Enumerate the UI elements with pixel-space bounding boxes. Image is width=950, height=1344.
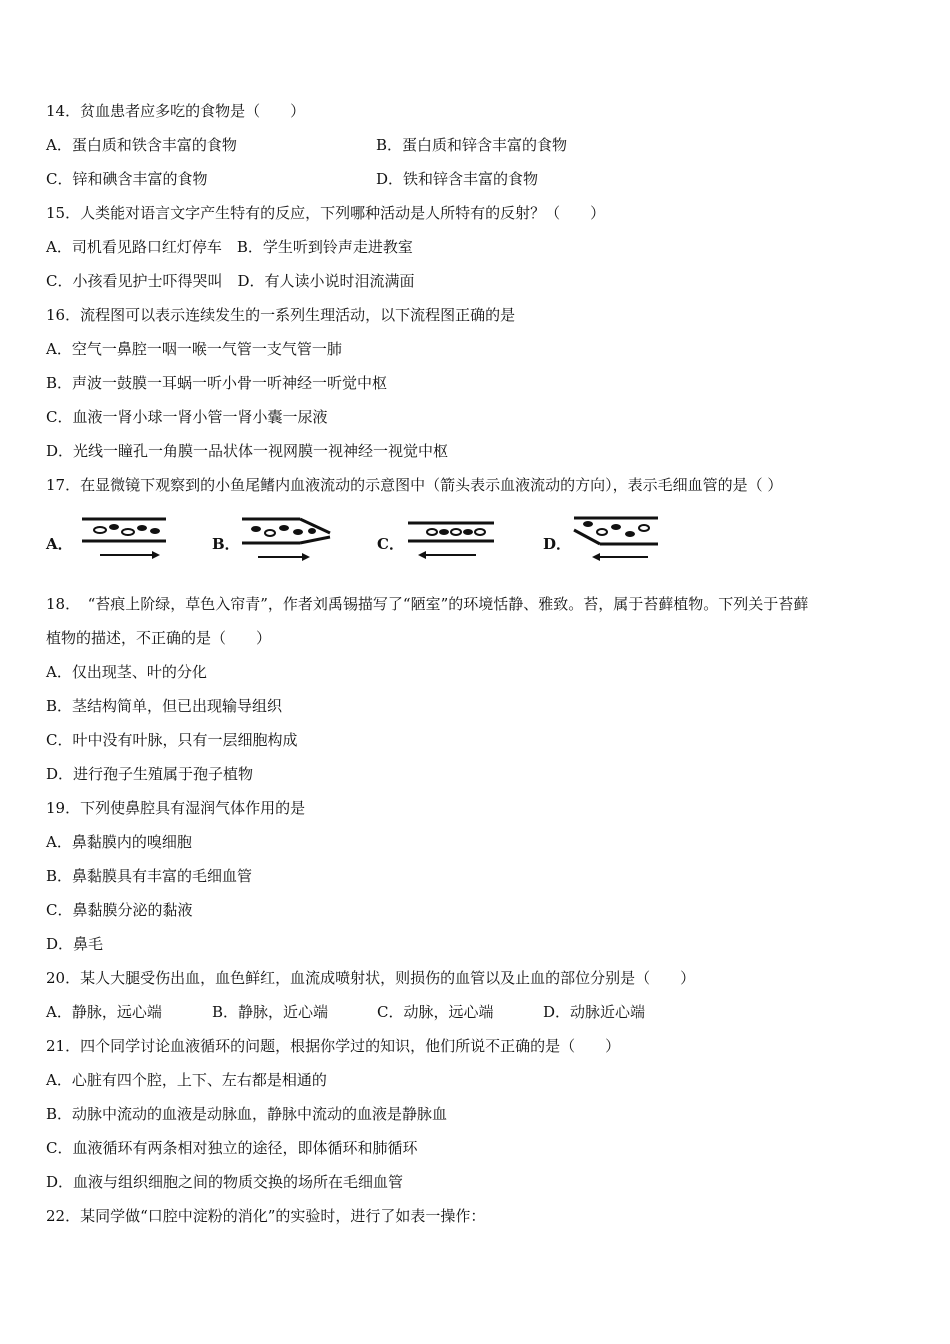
q17-figure-a	[80, 513, 170, 563]
q19-stem: 19．下列使鼻腔具有湿润气体作用的是	[46, 799, 306, 817]
q16-option-d: D．光线一瞳孔一角膜一品状体一视网膜一视神经一视觉中枢	[46, 442, 449, 460]
q22-stem: 22．某同学做“口腔中淀粉的消化”的实验时，进行了如表一操作：	[46, 1207, 486, 1225]
q19-option-b: B．鼻黏膜具有丰富的毛细血管	[46, 867, 253, 885]
q21-option-d: D．血液与组织细胞之间的物质交换的场所在毛细血管	[46, 1173, 404, 1191]
q17-label-c: C．	[377, 535, 404, 553]
q17-figure-d	[570, 510, 665, 564]
q20-option-c: C．动脉，远心端	[377, 1003, 494, 1021]
q18-option-d: D．进行孢子生殖属于孢子植物	[46, 765, 254, 783]
q14-option-c: C．锌和碘含丰富的食物	[46, 170, 208, 188]
q20-option-a: A．静脉，远心端	[46, 1003, 162, 1021]
q18-option-b: B．茎结构简单，但已出现输导组织	[46, 697, 283, 715]
q21-option-a: A．心脏有四个腔，上下、左右都是相通的	[46, 1071, 327, 1089]
q19-option-a: A．鼻黏膜内的嗅细胞	[46, 833, 192, 851]
q14-option-d: D．铁和锌含丰富的食物	[376, 170, 539, 188]
q15-stem: 15．人类能对语言文字产生特有的反应，下列哪种活动是人所特有的反射？（ ）	[46, 204, 606, 222]
q15-option-ab: A．司机看见路口红灯停车 B．学生听到铃声走进教室	[46, 238, 413, 256]
q21-stem: 21．四个同学讨论血液循环的问题，根据你学过的知识，他们所说不正确的是（ ）	[46, 1037, 621, 1055]
q18-option-a: A．仅出现茎、叶的分化	[46, 663, 207, 681]
q20-option-b: B．静脉，近心端	[212, 1003, 329, 1021]
q18-stem-line1: 18． “苔痕上阶绿，草色入帘青”，作者刘禹锡描写了“陋室”的环境恬静、雅致。苔，属于苔藓植物。下列关于苔藓	[46, 595, 809, 613]
q16-option-a: A．空气一鼻腔一咽一喉一气管一支气管一肺	[46, 340, 342, 358]
q16-stem: 16．流程图可以表示连续发生的一系列生理活动，以下流程图正确的是	[46, 306, 516, 324]
q17-label-a: A．	[46, 535, 73, 553]
q20-option-d: D．动脉近心端	[543, 1003, 646, 1021]
q17-label-b: B．	[212, 535, 240, 553]
q17-stem: 17．在显微镜下观察到的小鱼尾鳍内血液流动的示意图中（箭头表示血液流动的方向），表示毛细血管的是（ ）	[46, 476, 783, 494]
q21-option-b: B．动脉中流动的血液是动脉血，静脉中流动的血液是静脉血	[46, 1105, 448, 1123]
q14-option-b: B．蛋白质和锌含丰富的食物	[376, 136, 568, 154]
q21-option-c: C．血液循环有两条相对独立的途径，即体循环和肺循环	[46, 1139, 418, 1157]
q17-figure-c	[404, 513, 499, 563]
q17-label-d: D．	[543, 535, 572, 553]
q14-stem: 14．贫血患者应多吃的食物是（ ）	[46, 102, 306, 120]
q15-option-cd: C．小孩看见护士吓得哭叫 D．有人读小说时泪流满面	[46, 272, 415, 290]
q20-stem: 20．某人大腿受伤出血，血色鲜红，血流成喷射状，则损伤的血管以及止血的部位分别是（ ）	[46, 969, 696, 987]
q16-option-b: B．声波一鼓膜一耳蜗一听小骨一听神经一听觉中枢	[46, 374, 388, 392]
q19-option-c: C．鼻黏膜分泌的黏液	[46, 901, 193, 919]
q18-option-c: C．叶中没有叶脉，只有一层细胞构成	[46, 731, 298, 749]
q16-option-c: C．血液一肾小球一肾小管一肾小囊一尿液	[46, 408, 328, 426]
q19-option-d: D．鼻毛	[46, 935, 104, 953]
q18-stem-line2: 植物的描述，不正确的是（ ）	[46, 629, 272, 647]
q14-option-a: A．蛋白质和铁含丰富的食物	[46, 136, 237, 154]
q17-figure-b	[240, 513, 335, 563]
